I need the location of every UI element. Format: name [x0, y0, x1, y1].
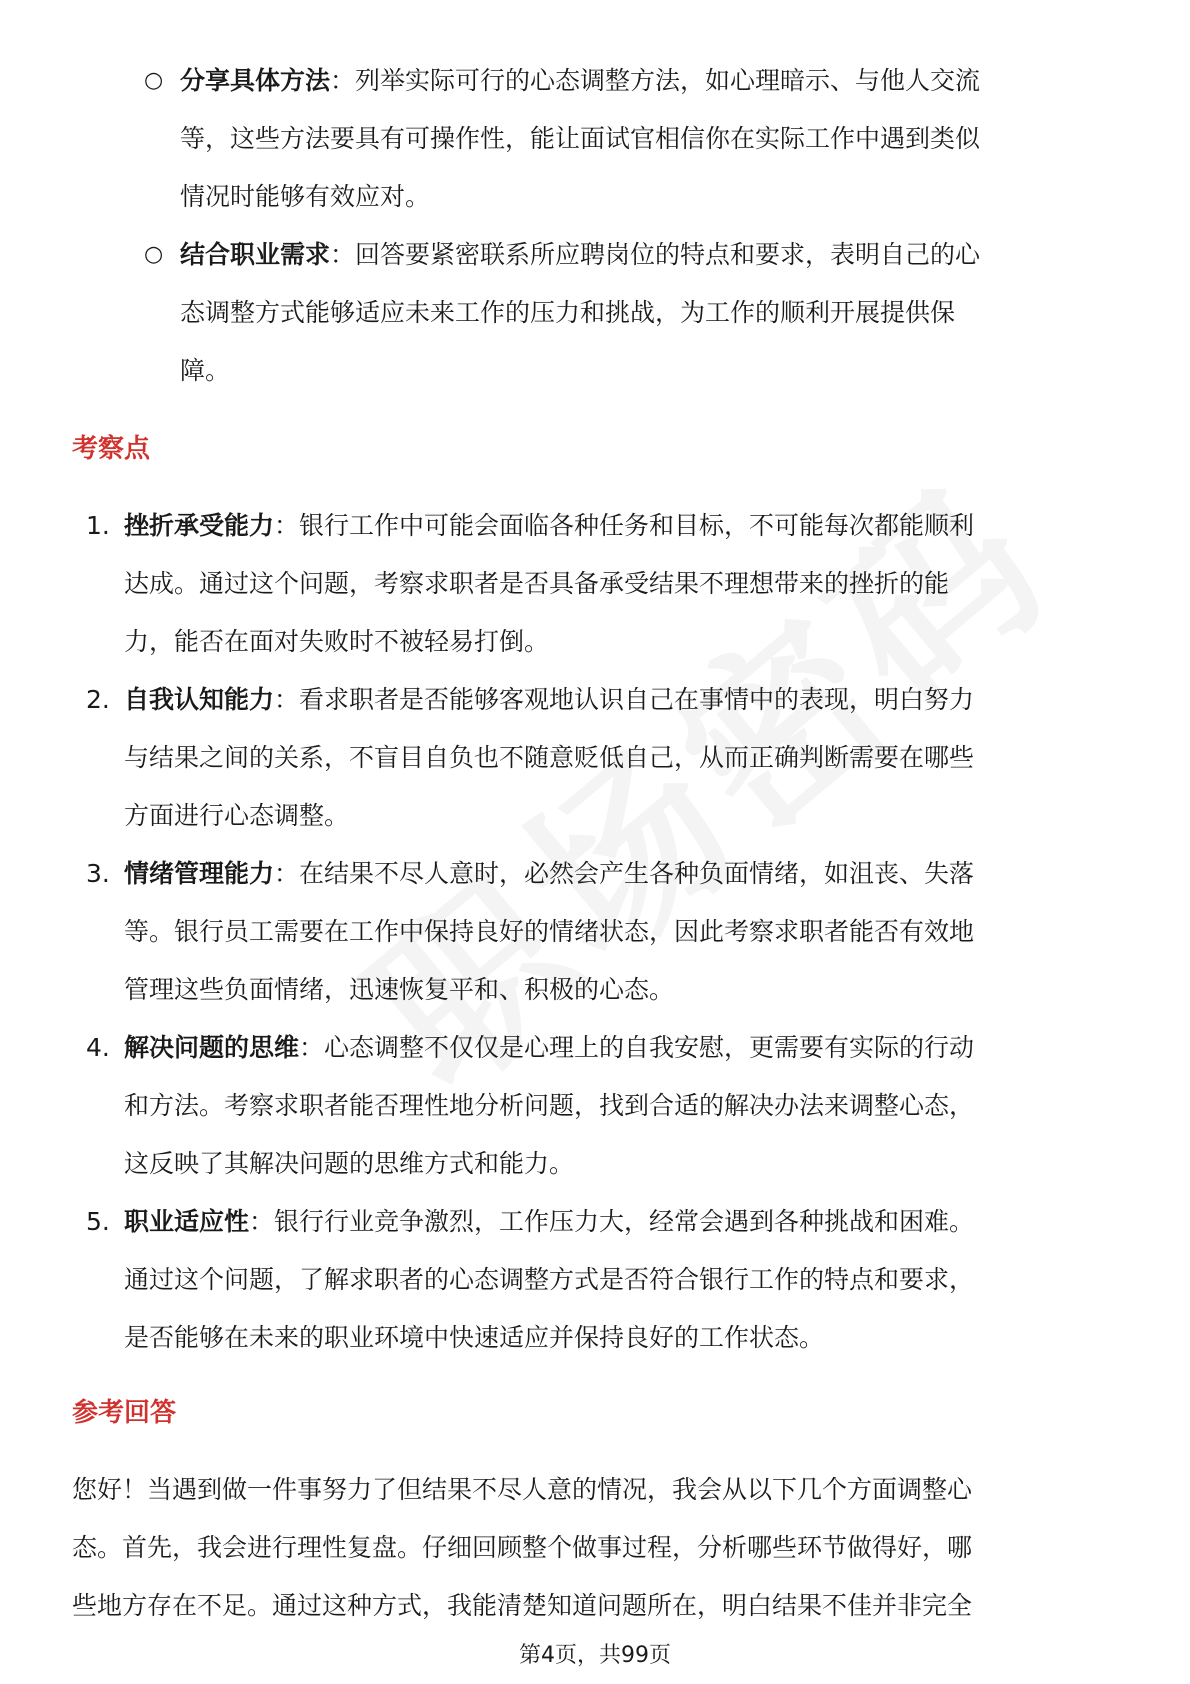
answer-paragraph: [72, 1461, 1132, 1635]
point-text: ：银行行业竞争激烈，工作压力大，经常会遇到各种挑战和困难。: [249, 1207, 975, 1236]
list-item: [80, 497, 1130, 671]
bullet-text: ：列举实际可行的心态调整方法，如心理暗示、与他人交流: [330, 66, 981, 95]
answer-line: 态。首先，我会进行理性复盘。仔细回顾整个做事过程，分析哪些环节做得好，哪: [72, 1533, 973, 1562]
point-text: 等。银行员工需要在工作中保持良好的情绪状态，因此考察求职者能否有效地: [124, 917, 975, 946]
list-item: [140, 226, 1130, 400]
hollow-bullet-icon: ○: [144, 242, 164, 267]
list-number: 4.: [86, 1033, 110, 1062]
point-text: ：心态调整不仅仅是心理上的自我安慰，更需要有实际的行动: [299, 1033, 975, 1062]
bullet-text: 障。: [180, 356, 231, 385]
bullet-text: 情况时能够有效应对。: [180, 182, 431, 211]
list-item: [80, 1019, 1130, 1193]
point-text: 达成。通过这个问题，考察求职者是否具备承受结果不理想带来的挫折的能: [124, 569, 950, 598]
bullet-list: [140, 52, 1130, 400]
point-text: ：在结果不尽人意时，必然会产生各种负面情绪，如沮丧、失落: [274, 859, 975, 888]
point-text: 力，能否在面对失败时不被轻易打倒。: [124, 627, 550, 656]
hollow-bullet-icon: ○: [144, 68, 164, 93]
point-title: 解决问题的思维: [124, 1033, 300, 1062]
point-text: 是否能够在未来的职业环境中快速适应并保持良好的工作状态。: [124, 1323, 825, 1352]
bullet-text: ：回答要紧密联系所应聘岗位的特点和要求，表明自己的心: [330, 240, 981, 269]
point-text: 方面进行心态调整。: [124, 801, 350, 830]
list-item: [140, 52, 1130, 226]
answer-line: 些地方存在不足。通过这种方式，我能清楚知道问题所在，明白结果不佳并非完全: [72, 1591, 973, 1620]
point-text: 管理这些负面情绪，迅速恢复平和、积极的心态。: [124, 975, 675, 1004]
point-title: 自我认知能力: [124, 685, 275, 714]
point-text: 与结果之间的关系，不盲目自负也不随意贬低自己，从而正确判断需要在哪些: [124, 743, 975, 772]
section-heading-cankaohuida: 参考回答: [72, 1398, 177, 1428]
list-item: [80, 671, 1130, 845]
list-number: 3.: [86, 859, 110, 888]
list-number: 5.: [86, 1207, 110, 1236]
section-heading-kaochadian: 考察点: [72, 434, 151, 464]
list-item: [80, 845, 1130, 1019]
point-text: ：看求职者是否能够客观地认识自己在事情中的表现，明白努力: [274, 685, 975, 714]
answer-line: 您好！当遇到做一件事努力了但结果不尽人意的情况，我会从以下几个方面调整心: [72, 1475, 973, 1504]
list-number: 2.: [86, 685, 110, 714]
bullet-text: 态调整方式能够适应未来工作的压力和挑战，为工作的顺利开展提供保: [180, 298, 956, 327]
point-text: 这反映了其解决问题的思维方式和能力。: [124, 1149, 575, 1178]
bullet-title: 结合职业需求: [180, 240, 331, 269]
point-title: 职业适应性: [124, 1207, 250, 1236]
list-item: [80, 1193, 1130, 1367]
point-text: ：银行工作中可能会面临各种任务和目标，不可能每次都能顺利: [274, 511, 975, 540]
bullet-title: 分享具体方法: [180, 66, 331, 95]
numbered-list: [80, 497, 1130, 1367]
point-title: 情绪管理能力: [124, 859, 275, 888]
list-number: 1.: [86, 511, 110, 540]
point-title: 挫折承受能力: [124, 511, 275, 540]
bullet-text: 等，这些方法要具有可操作性，能让面试官相信你在实际工作中遇到类似: [180, 124, 981, 153]
point-text: 通过这个问题，了解求职者的心态调整方式是否符合银行工作的特点和要求，: [124, 1265, 975, 1294]
page-footer: 第4页，共99页: [519, 1643, 671, 1668]
point-text: 和方法。考察求职者能否理性地分析问题，找到合适的解决办法来调整心态，: [124, 1091, 975, 1120]
